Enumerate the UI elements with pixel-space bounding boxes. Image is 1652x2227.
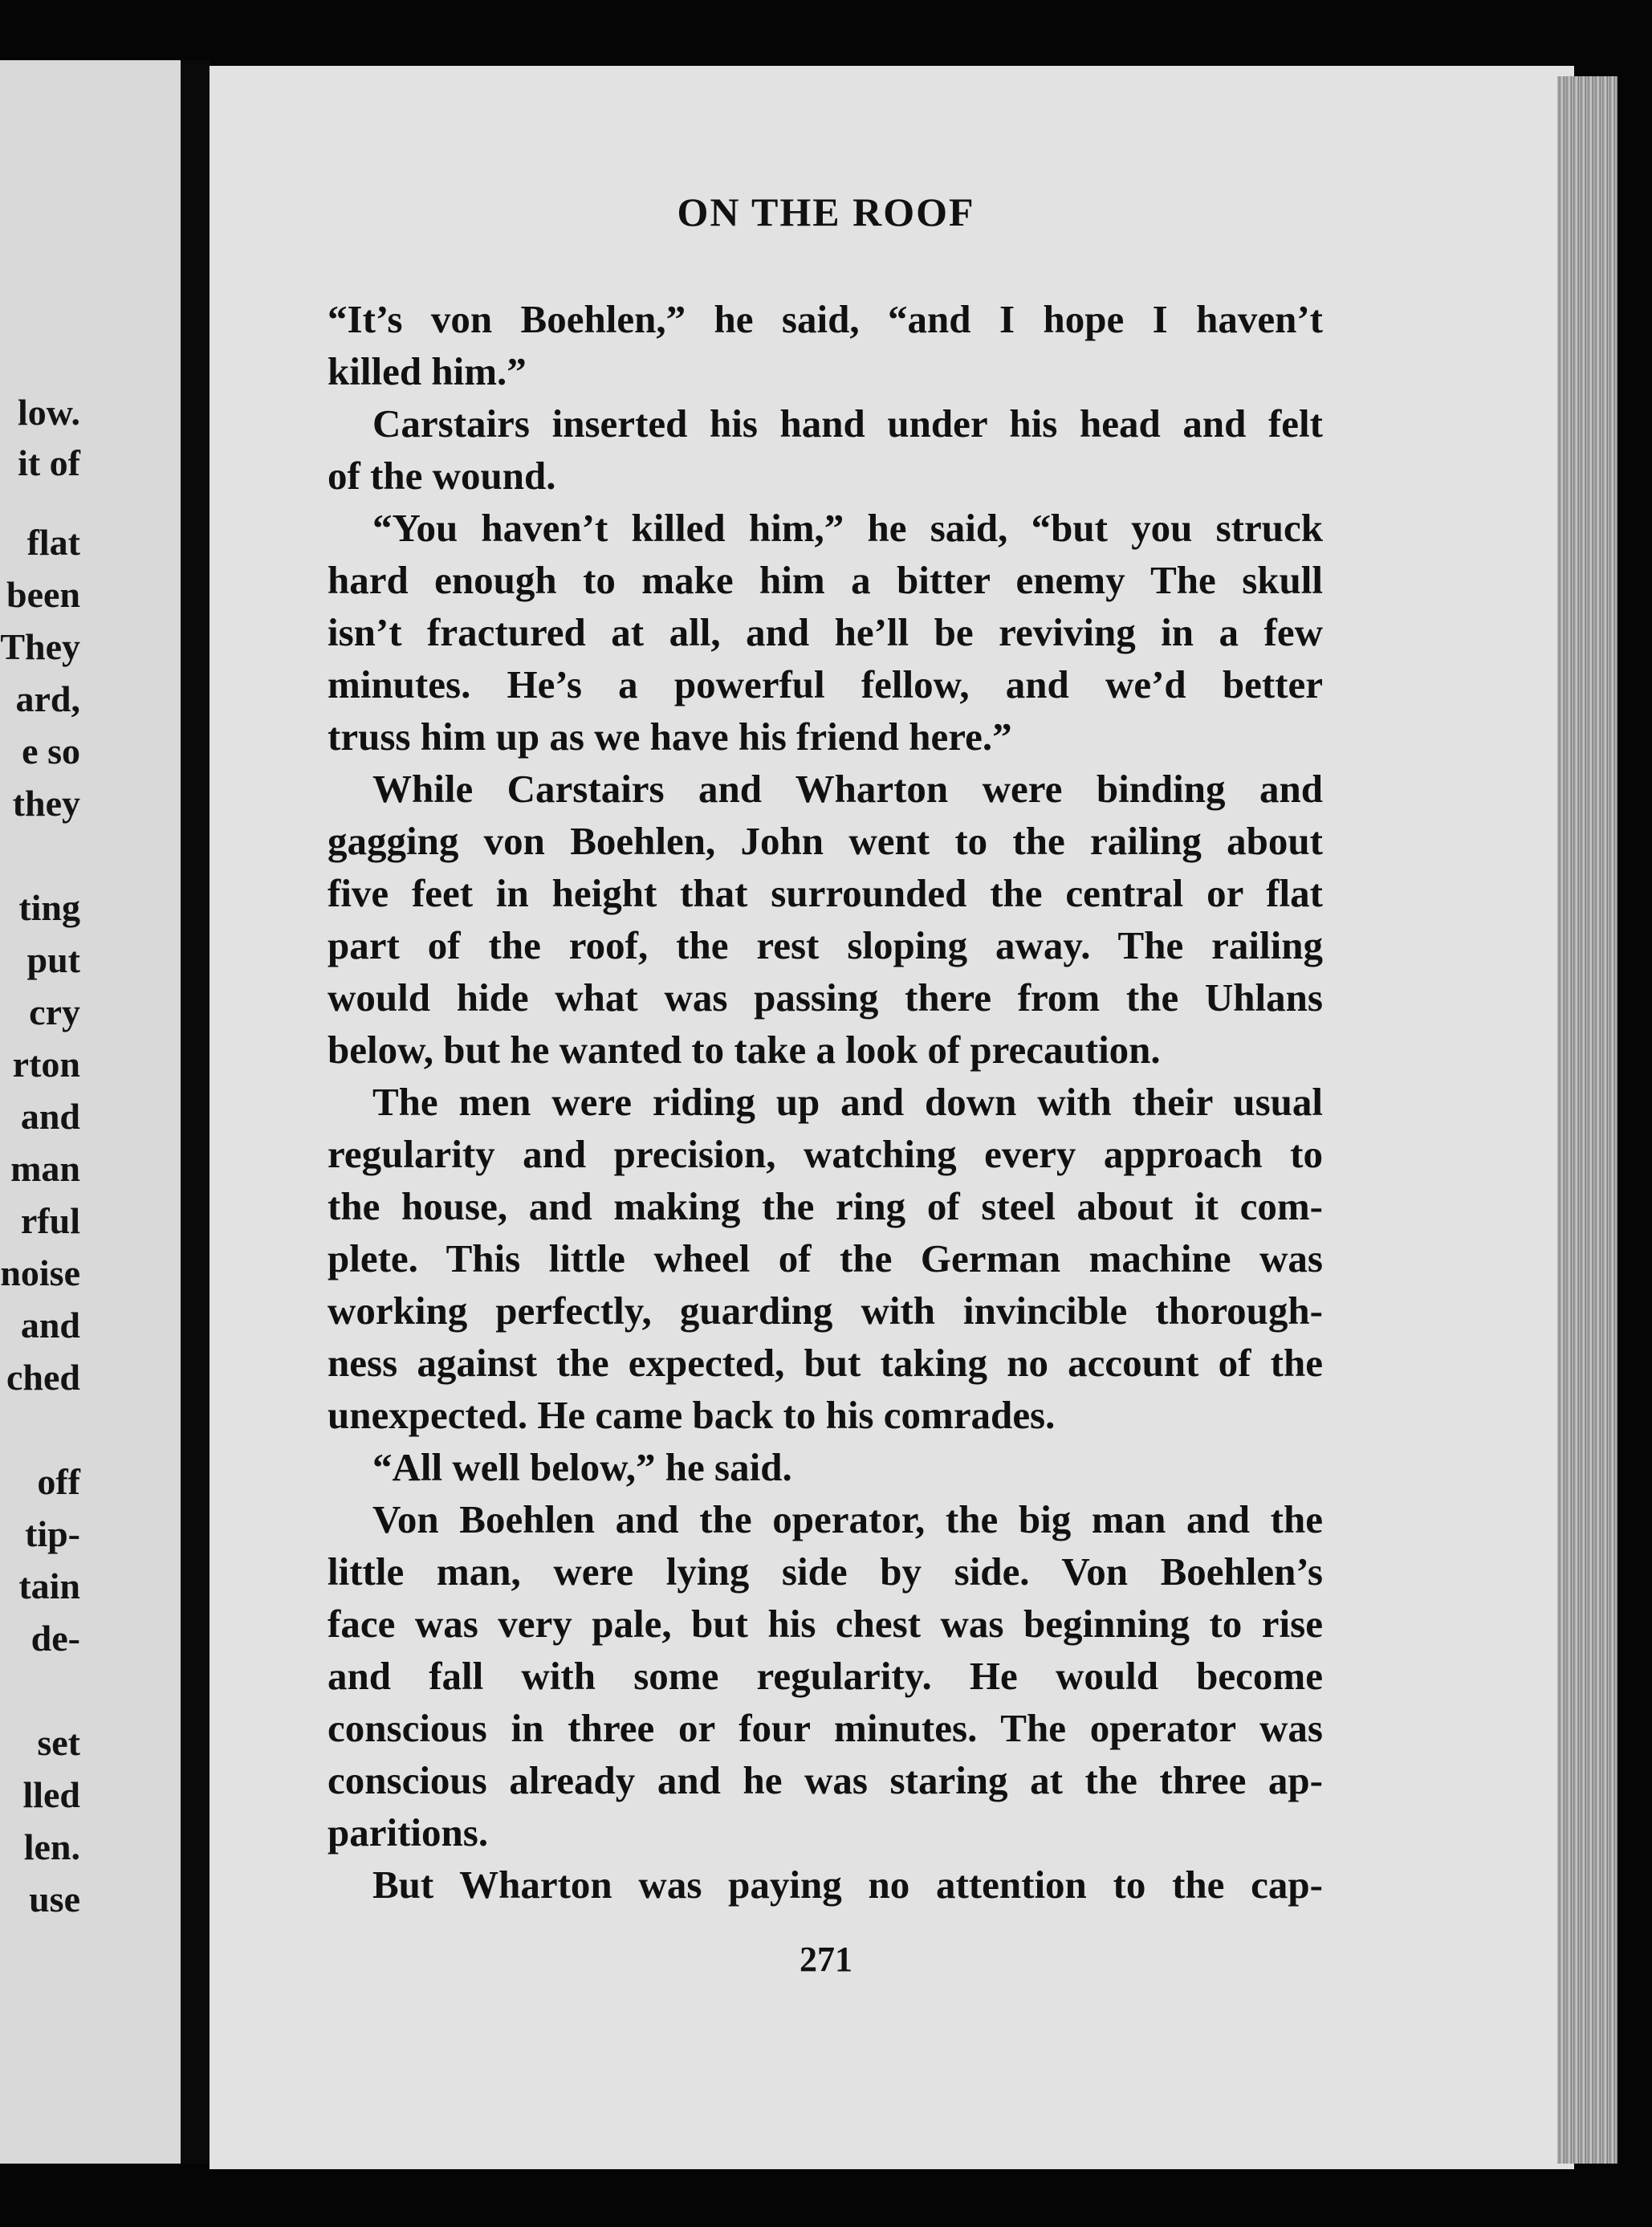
- left-line: and: [20, 1096, 80, 1137]
- left-line: rful: [20, 1200, 80, 1241]
- page-number: 271: [800, 1940, 852, 1979]
- left-line: len.: [23, 1826, 80, 1867]
- left-line: ting: [18, 887, 80, 928]
- text-line: minutes. He’s a powerful fellow, and we’d better: [328, 662, 1323, 706]
- text-line: conscious already and he was staring at the three ap-: [328, 1758, 1323, 1802]
- left-line: it of: [18, 442, 80, 483]
- text-line: unexpected. He came back to his comrades.: [328, 1393, 1056, 1437]
- left-line: set: [37, 1722, 80, 1763]
- text-line: While Carstairs and Wharton were binding and: [372, 767, 1323, 811]
- left-line: ched: [6, 1357, 80, 1398]
- text-line: Von Boehlen and the operator, the big man and the: [372, 1497, 1323, 1541]
- text-line: Carstairs inserted his hand under his head and felt: [372, 401, 1323, 446]
- text-line: hard enough to make him a bitter enemy The skull: [328, 558, 1323, 602]
- text-line: five feet in height that surrounded the central or flat: [328, 871, 1323, 915]
- left-line: put: [26, 939, 80, 980]
- left-line: ard,: [15, 678, 80, 719]
- text-line: conscious in three or four minutes. The operator was: [328, 1706, 1323, 1750]
- text-line: part of the roof, the rest sloping away. The railing: [328, 923, 1323, 967]
- text-line: little man, were lying side by side. Von Boehlen’s: [328, 1549, 1323, 1594]
- book-gutter: [181, 60, 210, 2164]
- left-page-text: [0, 60, 181, 2164]
- left-line: man: [10, 1148, 80, 1189]
- left-line: low.: [18, 392, 80, 433]
- left-line: off: [37, 1461, 80, 1502]
- text-line: would hide what was passing there from the Uhlans: [328, 975, 1323, 1020]
- left-line: tain: [18, 1565, 80, 1606]
- left-line: and: [20, 1305, 80, 1346]
- page-edges: [1557, 76, 1617, 2164]
- left-line: They: [0, 626, 80, 667]
- left-line: been: [6, 574, 80, 615]
- text-line: below, but he wanted to take a look of precaution.: [328, 1028, 1161, 1072]
- left-line: noise: [0, 1252, 80, 1293]
- text-line: and fall with some regularity. He would become: [328, 1654, 1323, 1698]
- text-line: face was very pale, but his chest was beginning to rise: [328, 1602, 1323, 1646]
- left-facing-page: [0, 60, 181, 2164]
- text-line: “You haven’t killed him,” he said, “but you struck: [372, 506, 1323, 550]
- text-line: gagging von Boehlen, John went to the railing about: [328, 819, 1323, 863]
- text-line: “It’s von Boehlen,” he said, “and I hope I haven’t: [328, 297, 1323, 341]
- text-line: of the wound.: [328, 454, 556, 498]
- text-line: the house, and making the ring of steel about it com-: [328, 1184, 1323, 1228]
- text-line: “All well below,” he said.: [372, 1445, 792, 1489]
- text-line: working perfectly, guarding with invincible thorough-: [328, 1289, 1323, 1333]
- text-line: paritions.: [328, 1810, 489, 1854]
- left-line: lled: [22, 1774, 80, 1815]
- text-line: ness against the expected, but taking no account of the: [328, 1341, 1323, 1385]
- left-line: flat: [26, 522, 80, 563]
- left-line: rton: [12, 1044, 80, 1085]
- left-line: e so: [22, 731, 80, 772]
- text-line: But Wharton was paying no attention to the cap-: [372, 1863, 1323, 1907]
- text-line: truss him up as we have his friend here.”: [328, 715, 1012, 759]
- text-line: killed him.”: [328, 349, 527, 393]
- left-line: they: [12, 783, 80, 824]
- text-line: regularity and precision, watching every approach to: [328, 1132, 1323, 1176]
- text-line: The men were riding up and down with their usual: [372, 1080, 1323, 1124]
- left-line: de-: [31, 1618, 80, 1659]
- left-line: cry: [29, 991, 80, 1032]
- text-line: isn’t fractured at all, and he’ll be reviving in a few: [328, 610, 1323, 654]
- text-line: plete. This little wheel of the German machine was: [328, 1236, 1323, 1280]
- left-line: use: [29, 1879, 80, 1920]
- body-text: [328, 293, 1323, 1911]
- left-line: tip-: [25, 1513, 80, 1554]
- running-head: ON THE ROOF: [677, 189, 975, 234]
